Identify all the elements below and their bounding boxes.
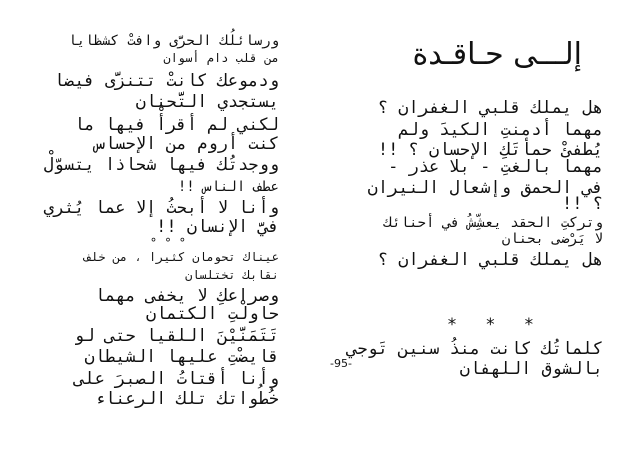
poem-line-l13: وصراعكِ لا يخفى مهما <box>94 286 279 306</box>
poem-line-l5: كنت أروم من الإحساس <box>94 134 279 154</box>
poem-line-r4: في الحمق وإشعال النيران <box>367 178 603 198</box>
poem-line-r7: لا يَرْضى بحنان <box>501 231 603 247</box>
poem-line-r11: بالشوق اللهفان <box>459 359 603 379</box>
poem-title: إلـــى حـاقـدة <box>412 37 582 72</box>
poem-line-l1: من قلب دام أسوان <box>163 51 279 65</box>
poem-line-l15: تَتَمَنَّيْنَ اللقيا حتى لو <box>74 326 279 346</box>
poem-line-r2: يُطفئْ حمأتَكِ الإحسان ؟ !! <box>377 140 603 160</box>
poem-line-r8: هل يملك قلبي الغفران ؟ <box>377 250 603 270</box>
poem-line-l6: ووجدتُك فيها شحاذا يتسوّلْ <box>43 155 279 175</box>
poem-line-l11: عيناك تحومان كثيرا ، من خلف <box>83 250 279 264</box>
poem-line-l17: وأنا أقتاتُ الصبرَ على <box>74 369 279 389</box>
poem-line-r5: ؟ !! <box>562 194 603 214</box>
poem-line-l12: نقابك تختلسان <box>185 268 279 282</box>
poem-line-l8: وأنا لا أبحثُ إلا عما يُثري <box>43 198 279 218</box>
poem-line-r10: كلماتُك كانت منذُ سنين تَوجي <box>347 339 603 359</box>
poem-line-r0: هل يملك قلبي الغفران ؟ <box>377 98 603 118</box>
poem-line-l9: فيَّ الإنسان !! <box>156 217 279 237</box>
poem-line-r6: وتركتِ الحقد يعشِّشُ في أحنائك <box>383 215 603 231</box>
poem-line-l18: خُطُواتك تلك الرعناء <box>94 389 279 409</box>
poem-line-l16: قايضْتِ عليها الشيطان <box>84 347 279 367</box>
poem-line-r3: مهما بالغتِ - بلا عذر - <box>388 157 603 177</box>
poem-line-l2: ودموعك كانتْ تتنزَّى فيضا <box>53 71 279 91</box>
page-number: -95- <box>330 357 352 370</box>
poem-line-l7: عطف الناس !! <box>177 179 279 195</box>
section-divider-stars: * * * <box>446 315 534 335</box>
poem-line-l4: لكني لم أقرأْ فيها ما <box>74 115 279 135</box>
poem-line-l3: يستجدي التَّحنان <box>135 92 279 112</box>
poem-line-r1: مهما أدمنتِ الكيدَ ولم <box>398 120 603 140</box>
section-divider-dots: ° ° ° <box>149 236 186 250</box>
poem-line-l14: حاولْتِ الكتمان <box>145 304 279 324</box>
poem-line-l0: ورسائلُك الحرَّى وافتْ كشظايا <box>68 33 279 49</box>
